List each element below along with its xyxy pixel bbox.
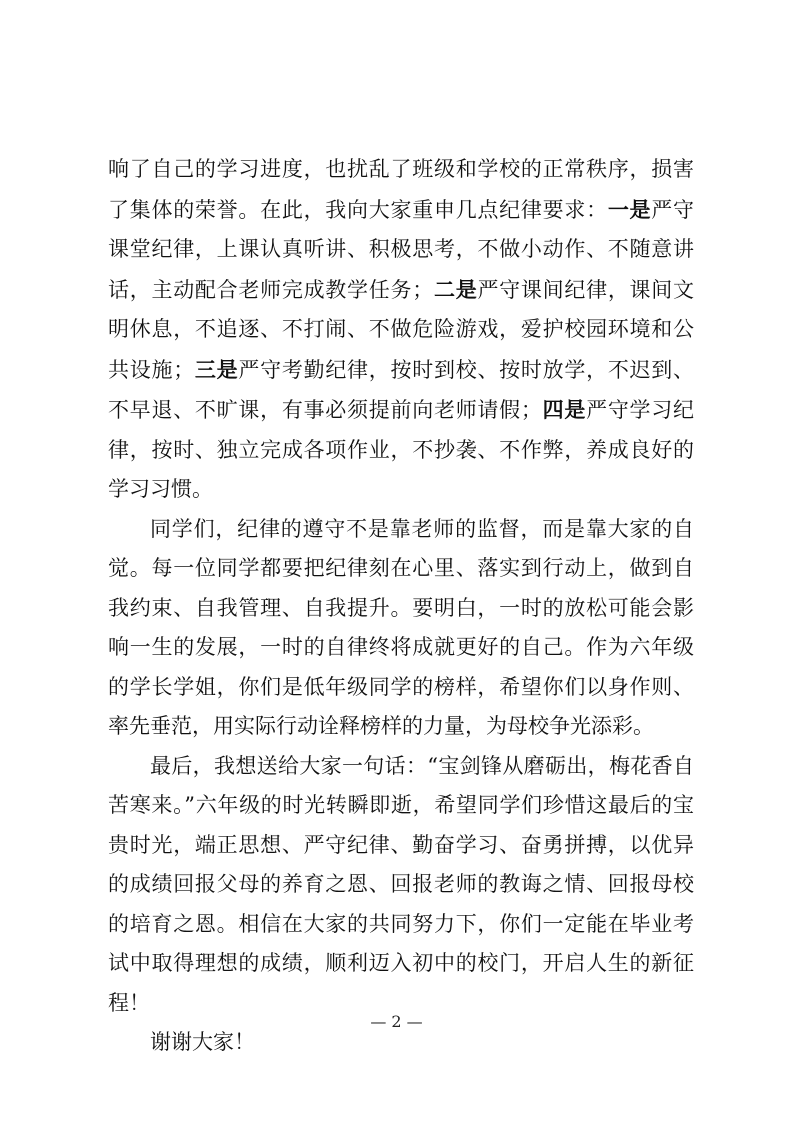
paragraph-discipline-requirements	[108, 150, 694, 510]
body-text	[108, 150, 694, 1063]
point-two-label: 二是	[433, 276, 478, 302]
point-one-label: 一是	[607, 196, 652, 222]
point-three-label: 三是	[194, 356, 239, 382]
text-segment: 严守课堂纪律，上课认真听讲、积极思考，不做小动作、不随意讲话，主动配合老师完成教学任务；	[108, 197, 695, 302]
text-segment: 严守学习纪律，按时、独立完成各项作业，不抄袭、不作弊，养成良好的学习习惯。	[108, 398, 695, 501]
text-segment: 严守课间纪律，课间文明休息，不追逐、不打闹、不做危险游戏，爱护校园环境和公共设施；	[108, 277, 695, 382]
paragraph-self-discipline	[108, 510, 694, 747]
text-segment: 响了自己的学习进度，也扰乱了班级和学校的正常秩序，损害了集体的荣誉。在此，我向大家重申几点纪律要求：	[108, 157, 694, 222]
page-number: — 2 —	[370, 1012, 423, 1031]
text-segment: 严守考勤纪律，按时到校、按时放学，不迟到、不早退、不旷课，有事必须提前向老师请假；	[108, 357, 695, 422]
text-segment: 同学们，纪律的遵守不是靠老师的监督，而是靠大家的自觉。每一位同学都要把纪律刻在心里、落实到行动上，做到自我约束、自我管理、自我提升。要明白，一时的放松可能会影响一生的发展，一时的自律终将成就更好的自己。作为六年级的学长学姐，你们是低年级同学的榜样，希望你们以身作则、率先垂范，用实际行动诠释榜样的力量，为母校争光添彩。	[108, 516, 694, 738]
text-segment: 最后，我想送给大家一句话：“宝剑锋从磨砺出，梅花香自苦寒来。”六年级的时光转瞬即逝，希望同学们珍惜这最后的宝贵时光，端正思想、严守纪律、勤奋学习、奋勇拼搏，以优异的成绩回报父母的养育之恩、回报老师的教诲之情、回报母校的培育之恩。相信在大家的共同努力下，你们一定能在毕业考试中取得理想的成绩，顺利迈入初中的校门，开启人生的新征程！	[108, 753, 694, 1015]
text-segment: 谢谢大家！	[150, 1030, 255, 1054]
paragraph-closing-wish	[108, 747, 694, 1024]
point-four-label: 四是	[541, 397, 587, 422]
